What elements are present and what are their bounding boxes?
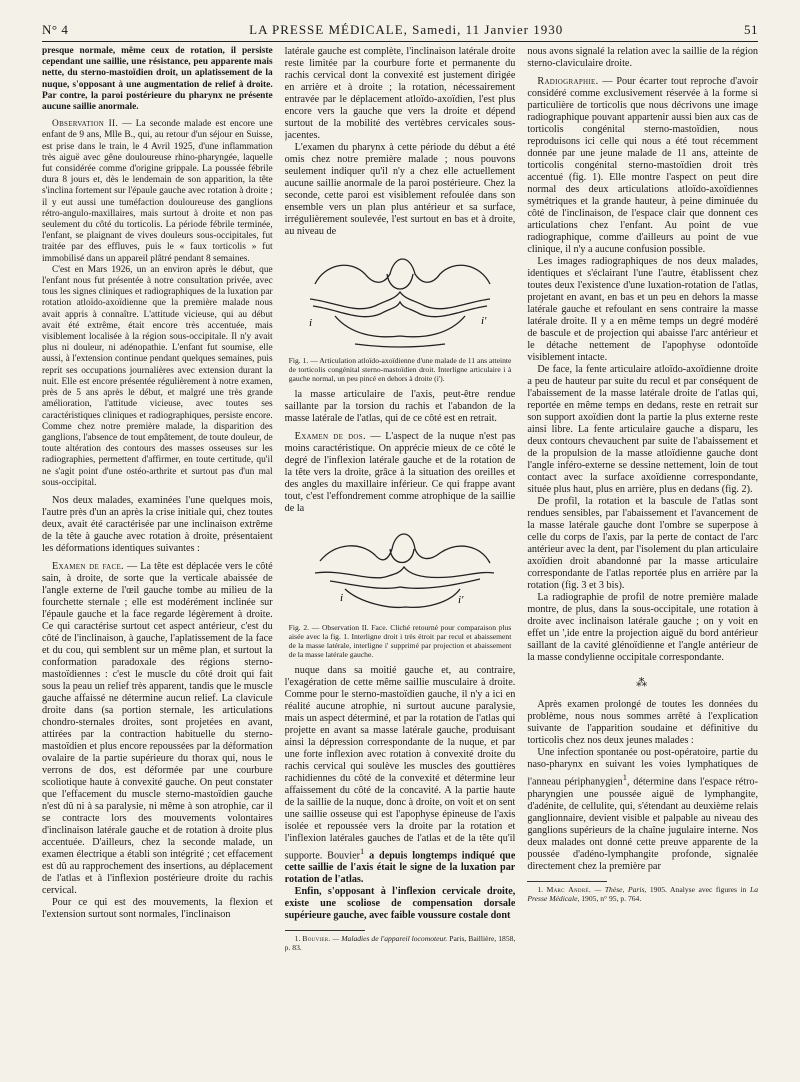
paragraph: Enfin, s'opposant à l'inflexion cervicale droite, existe une scoliose de compensation dorsale supérieure gauche, avec faible voussure costale dont bbox=[284, 886, 516, 922]
paragraph-text: — L'aspect de la nuque n'est pas moins caractéristique. On apprécie mieux de ce côté le degré de l'inflexion latérale gauche et de la rotation de la tête vers la droite, grâce à la situation des oreilles et des angles du maxillaire inférieur. Ce qui frappe avant tout, c'est l'effondrement comme atrophique de la saillie de la bbox=[284, 431, 516, 514]
footnote-title: — Thèse, Paris, bbox=[591, 884, 647, 894]
paragraph: nous avons signalé la relation avec la saillie de la région sterno-claviculaire droite. bbox=[527, 46, 759, 69]
column-3 bbox=[527, 46, 758, 1056]
paragraph-text: Une infection spontanée ou post-opératoire, partie du naso-pharynx en suivant les voies lymphatiques de l'anneau périphanygien bbox=[527, 747, 759, 788]
figure-2-caption: Fig. 2. — Observation II. Face. Cliché retourné pour comparaison plus aisée avec la fig. 1. Interligne droit i très étroit par recul et abaissement de la masse latérale, interligne i' supprimé par projection et abaissement de la masse latérale gauche. bbox=[288, 623, 512, 659]
paragraph: Nos deux malades, examinées l'une quelques mois, l'autre près d'un an après la crise initiale qui, chez toutes deux, avait été caractérisée par une inclinaison extrême de la tête à gauche avec rotation à droite, présentaient les déformations identiques suivantes : bbox=[42, 494, 273, 554]
footnote-rule bbox=[285, 930, 365, 931]
section-heading: Examen de face. bbox=[52, 560, 124, 572]
footnote-text: 1905, n° 95, p. 764. bbox=[579, 893, 642, 903]
paragraph bbox=[527, 76, 758, 256]
paragraph: latérale gauche est complète, l'inclinaison latérale droite reste limitée par la courbure forte et permanente du rachis cervical dont la convexité est justement dirigée en arrière et à droite ; la rotation, nécessairement entravée par le déplacement atloïdo-axoïdien, l'est plus encore vers la gauche que vers la droite et dépend surtout de la mobilité des vertèbres cervicales sous-jacentes. bbox=[284, 46, 516, 141]
paragraph bbox=[527, 747, 758, 872]
paragraph-text: — La tête est déplacée vers le côté sain, à droite, de sorte que la verticale abaissée de l'angle externe de l'œil gauche tombe au milieu de la fourchette sternale ; elle est modérément inclinée sur l'épaule gauche et la face regarde légèrement à droite. Ce qui caractérise surtout cet aspect antérieur, c'est du côté de l'inclinaison, à gauche, l'aplatissement de la face et du cou, qui semblent sur un même plan, et surtout la conformation paradoxale des régions sterno-mastoïdiennes : c'est le muscle du côté droit qui fait sous la peau un relief très apparent, tandis que le muscle gauche affaissé ne détermine aucun relief. La clavicule droite dans (sa portion sternale, les articulations chondro-sternales droites, sont projetées en avant, attirées par la contraction habituelle du sterno-mastoïdien et plus encore repoussées par la déformation ovalaire de la partie supérieure du thorax qui, nous le verrons de dos, est déformée par une courbure scoliotique haute à convexité gauche. On peut constater que l'effacement du muscle sterno-mastoïdien gauche n'est dû ni à sa paralysie, ni même à son atrophie, car il se contracte lors des mouvements volontaires d'inclinaison latérale gauche et de rotation à droite plus accentuée. D'ailleurs, chez la seconde malade, un examen électrique a établi son intégrité ; cet effacement est dû au rapprochement des insertions, au déplacement de l'atlas et à l'inflexion postérieure droite du rachis cervical. bbox=[42, 560, 273, 896]
footnote-number: 1. bbox=[537, 884, 544, 894]
figure-1 bbox=[285, 244, 516, 383]
footnote-title: — Maladies de l'appareil locomoteur. bbox=[330, 934, 448, 944]
paragraph bbox=[285, 431, 516, 515]
paragraph: La radiographie de profil de notre première malade montre, de plus, dans la sous-occipitale, une rotation à droite avec inclinaison latérale gauche ; on y voit en effet un ',ide entre la projection aiguë du bord antérieur saillant de la cavité glénoïdienne et l'angle antérieur de la masse condylienne occipitale correspondante. bbox=[527, 592, 759, 663]
paragraph-text: — Pour écarter tout reproche d'avoir considéré comme exclusivement réservée à la forme si particulière de torticolis que nous décrivons une image radiographique pouvant appartenir aussi bien aux cas de torticolis congénital sterno-mastoïdien, nous reproduisons ici celle qui nous a été tout récemment donnée par une jeune malade de 11 ans, atteinte de torticolis congénital sterno-mastoïdien droit très accentué (fig. 1). Elle montre l'aspect on peut dire normal des deux articulations atloïdo-axoïdiennes symétriques et la grande hauteur, à peine diminuée du côté de l'inclinaison, de l'espace clair que donnent ces articulations chez l'enfant. Au point de vue radiographique, comme d'ailleurs au point de vue clinique, il n'y a aucune confusion possible. bbox=[527, 76, 759, 255]
section-heading: Radiographie. bbox=[537, 76, 599, 87]
text-columns bbox=[42, 46, 758, 1056]
paragraph bbox=[42, 561, 273, 897]
paragraph: la masse articulaire de l'axis, peut-être rendue saillante par la torsion du rachis et l'abandon de la masse latérale de l'atlas, qui de ce côté est en retrait. bbox=[284, 389, 516, 424]
journal-title: LA PRESSE MÉDICALE, Samedi, 11 Janvier 1930 bbox=[249, 22, 564, 37]
paragraph: De profil, la rotation et la bascule de l'atlas sont rendues sensibles, par l'abaissement et l'avancement de la masse latérale gauche dont l'ombre se superpose à celle du corps de l'axis, par la perte de contact de l'arc antérieur avec la dent, par l'isolement du plan articulaire axoïdien droit abandonné par la masse articulaire correspondante de l'atlas reportée plus en arrière par la rotation (fig. 3 et 3 bis). bbox=[527, 496, 759, 591]
figure-1-caption: Fig. 1. — Articulation atloïdo-axoïdienne d'une malade de 11 ans atteinte de torticolis congénital sterno-mastoïdien droit. Interligne articulaire i à gauche normal, un peu pincé en dehors à droite (i'). bbox=[288, 356, 512, 383]
footnote bbox=[527, 885, 758, 903]
paragraph: Après examen prolongé de toutes les données du problème, nous nous sommes arrêté à l'explication suivante de l'apparition soudaine et définitive du torticolis chez nos deux jeunes malades : bbox=[527, 699, 759, 747]
footnote-ref: 1 bbox=[359, 846, 365, 856]
paragraph: De face, la fente articulaire atloïdo-axoïdienne droite a peu de hauteur par suite du recul et par conséquent de l'abaissement de la masse latérale droite de l'atlas qui, reportée en même temps en dedans, reste en retrait sur son support axoïdien dont la partie la plus externe reste ainsi libre. La fente articulaire gauche a disparu, les deux contours chevauchent par suite de l'abaissement et de la propulsion de la masse atloïdienne gauche dont l'angle inféro-externe se dessine nettement, loin de tout contact avec la surface axoïdienne correspondante, située plus haut, plus en arrière, plus en dedans (fig. 2). bbox=[527, 364, 759, 495]
paragraph-text: nuque dans sa moitié gauche et, au contraire, l'exagération de cette même saillie musculaire à droite. Comme pour le sterno-mastoïdien gauche, il n'y a ici en réalité aucune atrophie, ni surtout aucune paralysie, mais un aspect déterminé, et par la rotation de l'atlas qui projette en avant sa masse latérale gauche, produisant ainsi la dépression correspondante de la nuque, et par une forte inflexion avec rotation à convexité droite du rachis cervical qui soulève les muscles des gouttières rachidiennes du côté de la convexité et détermine leur affaissement du côté de la concavité. A la partie haute de la saillie de la nuque, donc à droite, on voit et on sent une saillie osseuse qui est l'apophyse épineuse de l'axis isolée et repoussée vers la droite par la rotation et l'inflexion latérales gauches de l'atlas et de la tête qu'il supporte. Bouvier bbox=[284, 665, 516, 862]
figure-2-label-i: i bbox=[340, 592, 344, 604]
section-separator: ⁂ bbox=[636, 677, 650, 689]
figure-1-label-i-prime: i' bbox=[481, 315, 487, 327]
footnote-number: 1. bbox=[294, 934, 301, 944]
section-heading: Observation II. bbox=[52, 119, 119, 130]
paragraph-text: , détermine dans l'espace rétro-pharyngien une poussée aiguë de lymphangite, d'adénite, de cellulite, qui, s'étendant au deuxième relais ganglionnaire, devient visible et palpable au niveau des ganglions supérieurs de la chaîne jugulaire interne. Nos deux malades ont donné cette preuve apparente de la poussée d'adéno-lymphangite profonde, signalée directement chez la première par bbox=[527, 776, 759, 872]
footnote-rule bbox=[527, 881, 607, 882]
paragraph: Les images radiographiques de nos deux malades, identiques et s'éclairant l'une l'autre, établissent chez toutes deux l'existence d'une luxation-rotation de l'atlas, projetant en avant, en bas et un peu en dehors la masse latérale gauche et refoulant en sens contraire la masse latérale droite. Il y a en même temps un degré modéré de bascule et de projection qui abaisse l'arc antérieur et le détache nettement de l'apophyse odontoïde visiblement intacte. bbox=[527, 256, 759, 363]
paragraph: L'examen du pharynx à cette période du début a été omis chez notre première malade ; nous pouvons seulement indiquer qu'il n'y a chez elle actuellement aucune saillie anormale de la paroi postérieure. Chez la seconde, cette paroi est visiblement refoulée dans son ensemble vers un plan plus antérieur et sa surface, irrégulièrement soulevée, l'est surtout en bas et à droite, au niveau de bbox=[284, 142, 516, 237]
footnote-ref: 1 bbox=[622, 772, 628, 783]
paragraph bbox=[285, 665, 516, 886]
running-header bbox=[42, 22, 758, 42]
issue-number: N° 4 bbox=[42, 22, 69, 37]
footnote-text: 1905. Analyse avec figures in bbox=[646, 884, 750, 894]
paragraph-text: — La seconde malade est encore une enfant de 9 ans, Mlle B., qui, au retour d'un séjour en Suisse, est prise dans le train, le 4 Avril 1925, d'une inflammation très aiguë avec gêne douloureuse rhino-pharyngée, laquelle fut considérée comme d'origine grippale. La poussée fébrile dura 8 jours et, dès le lendemain de son apparition, la tête s'inclina fortement sur l'épaule gauche avec rotation à droite ; il y eut aussi une tuméfaction douloureuse des ganglions rétro-angulo-maxillaires, mais surtout à droite et non pas seulement du côté du torticolis. La période fébrile terminée, l'enfant, se plaignant de vives douleurs sous-occipitales, fut traitée par des effluves, puis le « faux torticolis » fut immobilisé dans un appareil plâtré pendant 8 semaines. bbox=[42, 119, 273, 264]
figure-2-label-i-prime: i' bbox=[458, 594, 464, 606]
footnote bbox=[285, 934, 516, 952]
column-1 bbox=[42, 46, 273, 1056]
footnote-text: Paris, Baillière, 1858, p. 83. bbox=[284, 934, 516, 953]
figure-2-drawing bbox=[300, 521, 500, 621]
paragraph: C'est en Mars 1926, un an environ après le début, que l'enfant nous fut présentée à notre consultation privée, avec tous les signes cliniques et radiographiques de la luxation par rotation atloïdo-axoïdienne que la première malade nous avait appris à connaître. L'attitude vicieuse, qui au début avait été extrême, était encore très accentuée, mais visiblement localisée à la région sous-occipitale. Il n'y avait plus ni douleur, ni adénopathie. L'enfant fut soumise, elle aussi, à l'extension continue pendant quelques semaines, puis reprit ses occupations journalières avec extension durant la nuit. Elle est encore présentée régulièrement à notre examen, près de 5 ans après le début, et malgré une très grande amélioration, l'attitude vicieuse, avec toutes ses caractéristiques cliniques et radiographiques, persiste encore. Comme chez notre première malade, la disparition des ganglions, l'absence de tout empâtement, de toute douleur, de toute altération des contours des masses osseuses sur les radiographies, permettent d'affirmer, en toute certitude, qu'il ne s'agit point d'une ostéo-arthrite et surtout pas d'un mal sous-occipital. bbox=[42, 264, 273, 488]
paragraph: Pour ce qui est des mouvements, la flexion et l'extension surtout sont normales, l'inclinaison bbox=[42, 896, 273, 920]
paragraph bbox=[42, 119, 273, 265]
column-2 bbox=[285, 46, 516, 1056]
figure-1-label-i: i bbox=[309, 317, 313, 329]
paragraph: presque normale, même ceux de rotation, il persiste cependant une saillie, une résistance, peu apparente mais nette, du sterno-mastoïdien droit, un aplatissement de la nuque, s'opposant à une augmentation de relief à droite. Par contre, la paroi postérieure du pharynx ne présente aucune saillie anormale. bbox=[42, 46, 273, 113]
page-number: 51 bbox=[743, 22, 758, 37]
paragraph-text: a depuis longtemps indiqué que cette saillie de l'axis était le signe de la luxation par rotation de l'atlas. bbox=[284, 850, 516, 886]
figure-2 bbox=[285, 521, 516, 659]
footnote-journal: La Presse Médicale, bbox=[527, 884, 758, 903]
section-heading: Examen de dos. bbox=[294, 431, 366, 442]
figure-1-drawing bbox=[295, 244, 505, 354]
footnote-author: Bouvier. bbox=[302, 934, 331, 944]
footnote-author: Marc André. bbox=[546, 884, 592, 894]
